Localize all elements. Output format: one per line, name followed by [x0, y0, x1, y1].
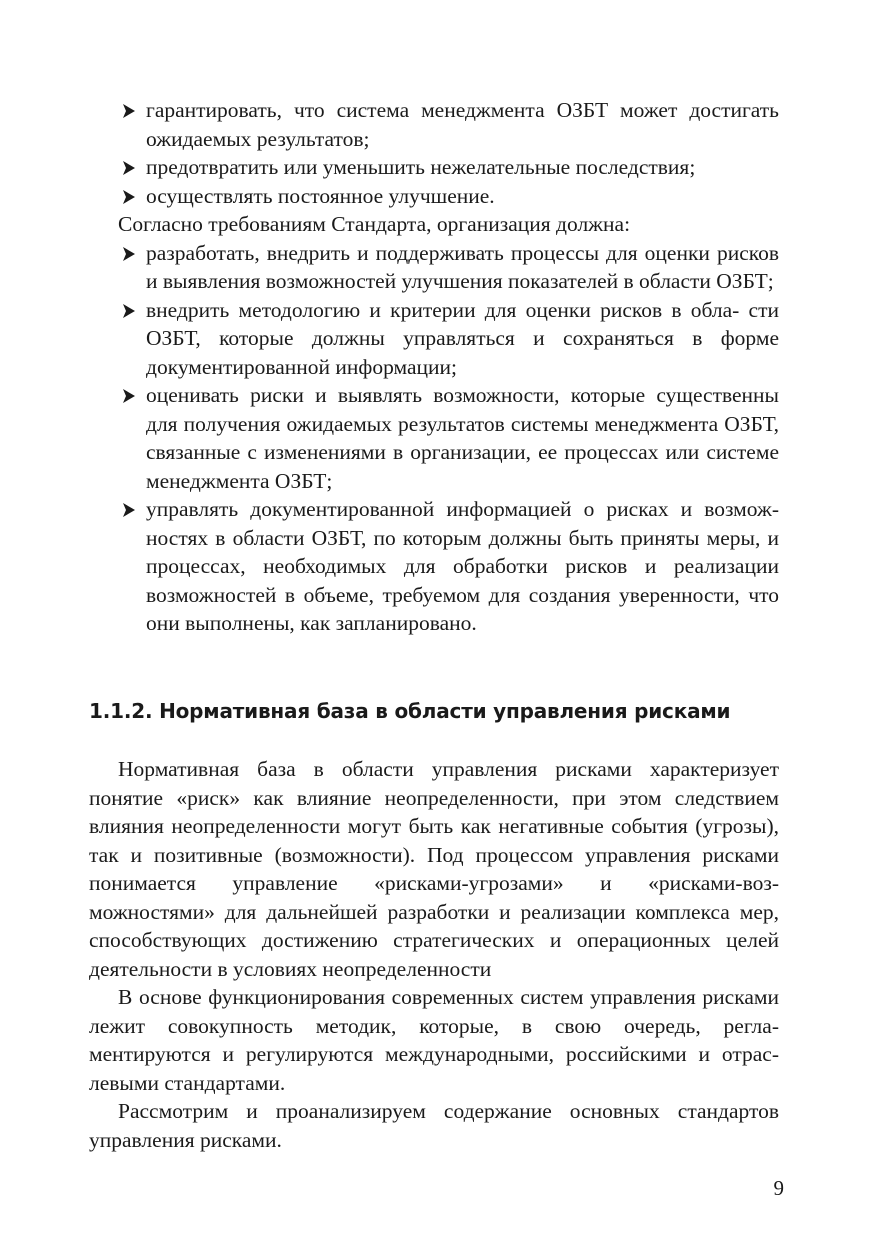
arrow-bullet-icon: [121, 189, 137, 205]
page-number: 9: [773, 1176, 784, 1200]
bullet-text: управлять документированной информацией о рисках и возмож- ностях в области ОЗБТ, по которым должны быть приняты меры, и процессах, необходимых для обработки рисков и реализации возможностей в объеме, требуемом для создания уверенности, что они выполнены, как запланировано.: [146, 497, 779, 635]
body-paragraph: Нормативная база в области управления рисками характеризует понятие «риск» как влияние неопределенности, при этом следствием влияния неопределенности могут быть как негативные события (угрозы), так и позитивные (возможности). Под процессом управления рисками понимается управление «рисками-угрозами» и «рисками-воз- можностями» для дальнейшей разработки и реализации комплекса мер, способствующих достижению стратегических и операционных целей деятельности в условиях неопределенности: [89, 757, 779, 981]
requirements-intro: Согласно требованиям Стандарта, организация должна:: [118, 212, 631, 236]
body-paragraph: В основе функционирования современных систем управления рисками лежит совокупность методик, которые, в свою очередь, регла- ментируются и регулируются международными, российскими и отрас- левыми стандартами.: [89, 985, 779, 1095]
bullet-item: [89, 381, 779, 495]
bullet-list-section: [89, 96, 779, 638]
arrow-bullet-icon: [121, 502, 137, 518]
bullet-item: [89, 153, 779, 182]
bullet-item: [89, 239, 779, 296]
bullet-list-requirements: [89, 239, 779, 638]
arrow-bullet-icon: [121, 160, 137, 176]
bullet-item: [89, 96, 779, 153]
bullet-item: [89, 182, 779, 211]
bullet-text: осуществлять постоянное улучшение.: [146, 183, 495, 208]
bullet-item: [89, 495, 779, 638]
bullet-text: гарантировать, что система менеджмента ОЗБТ может достигать ожидаемых результатов;: [146, 98, 779, 151]
body-paragraphs: [89, 755, 779, 1154]
bullet-text: разработать, внедрить и поддерживать процессы для оценки рисков и выявления возможностей улучшения показателей в области ОЗБТ;: [146, 240, 779, 293]
arrow-bullet-icon: [121, 388, 137, 404]
bullet-text: предотвратить или уменьшить нежелательные последствия;: [146, 155, 696, 179]
arrow-bullet-icon: [121, 246, 137, 262]
bullet-text: оценивать риски и выявлять возможности, которые существенны для получения ожидаемых результатов системы менеджмента ОЗБТ, связанные с изменениями в организации, ее процессах или системе менеджмента ОЗБТ;: [146, 383, 779, 493]
arrow-bullet-icon: [121, 303, 137, 319]
section-heading: 1.1.2. Нормативная база в области управления рисками: [89, 699, 731, 723]
bullet-text: внедрить методологию и критерии для оценки рисков в обла- сти ОЗБТ, которые должны управляться и сохраняться в форме документированной информации;: [146, 297, 779, 379]
body-paragraph: Рассмотрим и проанализируем содержание основных стандартов управления рисками.: [89, 1099, 779, 1152]
bullet-item: [89, 296, 779, 382]
arrow-bullet-icon: [121, 103, 137, 119]
bullet-list-top: [89, 96, 779, 210]
